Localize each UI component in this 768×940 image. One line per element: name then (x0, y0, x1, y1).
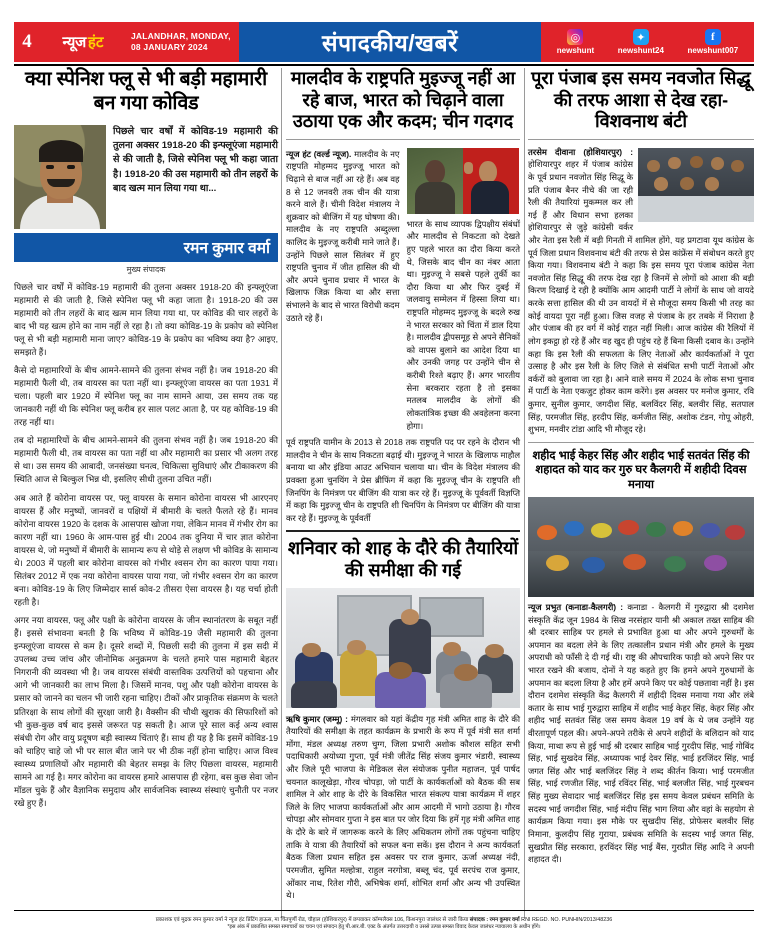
social-instagram[interactable] (557, 29, 594, 55)
footer (14, 916, 754, 932)
martyrs-text: कनाडा - कैलगरी में गुरुद्वारा श्री दशमेश संस्कृति केंद्र जून 1984 के सिख नरसंहार यानी श्री अकाल तख्त साहिब की श्री दरबार साहिब पर हमले से प्रभावित हुआ था और अपने गुरुधर्मों के अपमान का बदला लेने के लिए तत्कालीन प्रधान मंत्री और हमले के मुख्य अपराधी को फाँसी दे दी गई थी। राष्ट्र की औपचारिक फाड़ी को अपने सिर पर भारत रखने की बजाय, दोनों ने यह कहते हुए कि हमने अपने गुरुधामों के अपमान का बदला लिया है और हमें अपने किए पर कोई पछतावा नहीं है। इस दौरान दशमेश संस्कृति केंद्र कैलगरी में शहीदी दिवस मनाया गया और लंबे कतार के साथ भाई गुरुद्वारा साहिब में शहीद भाई केहर सिंह, केहर सिंह और शहीद भाई सतवंत सिंह जस समय केवल 19 वर्ष के थे जब उन्होंने यह वीरतापूर्ण पहल की। अपने-अपने तरीके से अपने शहीदों के बलिदान को याद किया, माथा रूप से हुई भाई श्री दरबार साहिब भाई गुरदीप सिंह, भाई गोबिंद सिंह, भाई सुखदेव सिंह, अध्यापक भाई देवर सिंह, भाई हरजिंदर सिंह, भाई जगत सिंह और भाई बलजिंदर सिंह ने शब्द कीर्तन किया। भाई परमजीत सिंह, भाई रणजीत सिंह, भाई रविंदर सिंह, भाई बलजीत सिंह, भाई गुरबचन सिंह मुख्य सेवादार भाई बलजिंदर सिंह इस समय केवल प्रबंधन समिति के सदस्य भाई जगदीश सिंह, भाई मंदीप सिंह भाग लिया और वहां के सहयोग से कार्यक्रम किया गया। इस मौके पर सुखदीप सिंह, प्रोफेसर बलवीर सिंह निमाना, कुलदीप सिंह गुराया, प्रबंधक समिति के सदस्य भाई जगत सिंह, सुखप्रीत सिंह सरकारा, हरविंदर सिंह भाई बैंस, गुरप्रीत सिंह आदि ने अपनी शहादत दी। (528, 601, 754, 865)
logo-text-secondary: हंट (87, 34, 104, 51)
shah-visit-dateline: ऋषि कुमार (जम्मू) : (286, 713, 348, 724)
editorial-headline: क्या स्पेनिश फ्लू से भी बड़ी महामारी बन गया कोविड (25, 68, 267, 114)
divider (286, 139, 520, 140)
editorial-author-title: मुख्य संपादक (126, 264, 166, 274)
footer-editor-text: संपादक : रमन कुमार वर्मा (469, 917, 520, 923)
footer-imprint-line (14, 916, 754, 924)
instagram-icon: ◎ (567, 29, 583, 45)
article-sidhu (528, 68, 754, 436)
sidhu-press-conference-photo (638, 148, 754, 222)
maldives-body-right: भारत के साथ व्यापक द्विपक्षीय संबंधों और मालदीव से निकटता को देखते हुए पहले भारत का दौरा किया करते थे, जिसके बाद चीन का नंबर आता था। मुइज्जू ने सबसे पहले तुर्की का दौरा किया था और फिर दुबई में जलवायु सम्मेलन में हिस्सा लिया था। राष्ट्रपति मोहम्मद मुइज्जू के बदले रुख ने भारत सरकार को चिंता में डाल दिया है। मालदीव द्वीपसमूह से अपने सैनिकों को वापस बुलाने का आदेश दिया था और उनकी जगह पर उन्होंने चीन से करीबी रिश्ते बढ़ाए हैं। अगर भारतीय सेना बरकरार रहता है तो इसका मतलब मालदीव के लोगों की लोकतांत्रिक इच्छा की अवहेलना करना होगा। (406, 218, 520, 431)
shah-visit-text: मंगलवार को यहां केंद्रीय गृह मंत्री अमित शाह के दौरे की तैयारियों की समीक्षा के तहत कार्यक्रम के प्रभारी के रूप में पूर्व मंत्री सत शर्मा मोंगा, मंडल अध्यक्ष तरुण चुग्ग, जिला प्रभारी अशोक कौशल सहित सभी पदाधिकारी अयोध्या गुप्ता, पूर्व मंत्री जीतेंद्र सिंह संजय कुमार भंडारी, स्वास्थ्य और जिले पूरी भाजपा के मेडिकल सेल संयोजक पुनीत महाजन, पूर्व पार्षद चयनात कालूखेड़ा, गौरव चोपड़ा, जो पार्टी के कार्यकर्ताओं को बैठक की सब शामिल ने ओर शाह के दौरे के विकसित भारत संकल्प यात्रा कार्यक्रम में शहर जिले के लिए भाजपा कार्यकर्ताओं और आम आदमी में भागो उठाया है। गौरव चोपड़ा और सोमवार गुप्ता ने इस बात पर जोर दिया कि हमें गृह मंत्री अमित शाह के दौरे के बारे में जागरूक करने के लिए अधिकतम लोगों तक पहुंचना चाहिए ताकि वे यात्रा की तैयारियों को सफल बना सकें। इस दौरान ने अन्य कार्यकर्ता बैठक जिला प्रधान सहित इस अवसर पर राज कुमार, ऊर्जा अध्यक्ष नंदी, परमजीत, सुमित मल्होत्रा, राहुल नरगोत्रा, बब्लू चंद, पूर्व सरपंच राज कुमार, ओंकार नाथ, रितेश गौरी, अभिषेक शर्मा, शोभित शर्मा और अन्य भी उपस्थित थे। (286, 713, 520, 901)
martyrs-headline: शहीद भाई केहर सिंह और शहीद भाई सतवंत सिंह की शहादत को याद कर गुरु घर कैलगरी में शहीदी दिवस मनाया (532, 449, 750, 491)
column-divider-2 (524, 68, 525, 918)
editorial-paragraph: अब आते हैं कोरोना वायरस पर, फ्लू वायरस के समान कोरोना वायरस भी आरएनए वायरस हैं और मनुष्यों, जानवरों व पक्षियों में बीमारी के चलते फैलते रहे हैं। मानव कोरोना वायरस 1920 के दशक के आसपास खोजा गया, लेकिन मानव में गंभीर रोग का कारण नहीं था। 1960 के आम-पास हुई थी। 2004 तक दुनिया में चार ज्ञात कोरोना वायरस थे, जो मनुष्यों में बीमारी के सामान्य रूप से थोड़े से लक्षण भी कोविड के सामान्य थे। 2003 में पहली बार कोरोना वायरस को गंभीर श्वसन रोग का कारण पाया गया। सितंबर 2012 में एक नया कोरोना वायरस पाया गया, जो गंभीर श्वसन रोग का कारण बना। कोविड-19 के लिए जिम्मेदार सार्स कोव-2 तीसरा ऐसा वायरस है। यह चर्चा होती रहती है। (14, 492, 278, 607)
edition-dateline (126, 22, 239, 62)
section-title: संपादकीय/खबरें (239, 22, 541, 62)
article-martyrs (528, 449, 754, 866)
editorial-column (14, 68, 278, 815)
instagram-handle: newshunt (556, 46, 595, 55)
masthead-rule (14, 64, 754, 66)
editorial-paragraph: अगर नया वायरस, फ्लू और पक्षी के कोरोना वायरस के जीन स्थानांतरण के सबूत नहीं हैं। इससे संभावना बनती है कि भविष्य में कोविड-19 जैसी महामारी की तुलना इन्फ्लूएंजा वायरस से कम है। दूसरे शब्दों में, पिछली सदी की तुलना में इस सदी में उपलब्ध उच्च जांच और जीनोमिक अनुक्रमण के चलते हमारे पास महामारी बेहतर निगरानी की व्यवस्था भी है। जब वायरस संबंधी वास्तविक उत्पत्तियों को पहचाना और आगे भी जानकारी का लाभ मिला है। जिसमें मानव, पशु और पक्षी कोरोना वायरस के प्रसार को जानने का चलन भी जारी रहना चाहिए। टीकों और प्राकृतिक संक्रमण के चलते प्रतिरक्षा के साथ लोगों की सुरक्षा जारी है। वैक्सीन की चौथी खुराक की सिफारिशों को भी कुछ-कुछ वर्ष बाद इससे जरूरत पड़ सकती है। आज पूरे साल कई अन्य श्वास संबंधी रोग और वायु प्रदूषण बड़ी स्वास्थ्य चिंताएं हैं। साथ ही यह है कि इसमें कोविड-19 को चाहिए चाहे जो भी पर साल बीत जाने पर भी ठीक नहीं होना चाहिए। आज विश्व स्वास्थ्य प्रणालियों और महामारी की बेहतर समझ के लिए पिछला वायरस, महामारी सामने आ गई है। मगर कोरोना का वायरस हमारे आसपास ही रहेगा, बस कुछ सेवा जोन मॉडल चुके हैं और वैज्ञानिक समुदाय और सार्वजनिक स्वास्थ्य संस्थाएं चुनौती पर नजर रखे हुए हैं। (14, 615, 278, 808)
divider (528, 442, 754, 443)
twitter-icon: ✦ (633, 29, 649, 45)
social-facebook[interactable] (688, 29, 739, 55)
maldives-photo-col (407, 148, 521, 432)
shah-visit-body (286, 713, 520, 902)
social-links (541, 22, 754, 62)
column-divider-1 (281, 68, 282, 918)
footer-publisher-text: प्रकाशक एवं मुद्रक रमन कुमार वर्मा ने न्यूज हंट प्रिंटिंग हाऊस, मा चिंतपूर्णी रोड, चौहाल (होशियारपुर) में छपवाकर कॉम्पलैक्स 106, किशनपुरा जालंधर से जारी किया (155, 917, 470, 923)
martyrs-body (528, 601, 754, 866)
edition-city-day: JALANDHAR, MONDAY, (131, 31, 231, 42)
logo-text-primary: न्यूज (62, 34, 86, 51)
sidhu-body (528, 146, 754, 436)
masthead (14, 22, 754, 62)
sidhu-dateline: तरसेम दीवाना (होशियारपुर) : (528, 146, 633, 157)
martyrs-gurdwara-photo (528, 497, 754, 597)
maldives-photo (407, 148, 519, 214)
editorial-paragraph: पिछले चार वर्षों में कोविड-19 महामारी की तुलना अक्सर 1918-20 की इन्फ्लूएंजा महामारी से की जाती है, जिसे स्पेनिश फ्लू भी कहा जाता है। 1918-20 की उस महामारी को तीन लहरों के बाद खत्म मान लिया गया था, पर कोविड की चार लहरों के बाद भी यह खत्म होने का नाम नहीं ले रहा है। तो क्या कोविड-19 के प्रकोप को स्पेनिश फ्लू से भी बड़ी महामारी माना जाए? कोविड-19 के प्रकोप का भविष्य क्या है? आइए, समझते हैं। (14, 281, 278, 357)
maldives-dateline: न्यूज हंट (वर्ल्ड न्यूज). (286, 148, 352, 159)
footer-rni-text: RNI REGD. NO. PUNHIN/2013/48236 (519, 917, 613, 923)
editorial-lead-text: पिछले चार वर्षों में कोविड-19 महामारी की तुलना अक्सर 1918-20 की इन्फ्लूएंजा महामारी से की जाती है, जिसे स्पेनिश फ्लू भी कहा जाता है। 1918-20 की उस महामारी को तीन लहरों के बाद खत्म मान लिया गया था... (113, 125, 278, 195)
maldives-text-left (286, 148, 400, 432)
footer-rule (14, 910, 754, 911)
middle-column (286, 68, 520, 902)
divider (528, 139, 754, 140)
article-maldives (286, 68, 520, 524)
page-number: 4 (14, 22, 40, 62)
twitter-handle: newshunt24 (617, 46, 664, 55)
newspaper-logo[interactable] (40, 22, 126, 62)
shah-visit-headline: शनिवार को शाह के दौरे की तैयारियों की समीक्षा की गई (287, 538, 519, 580)
editor-portrait-photo (14, 125, 106, 229)
martyrs-dateline: न्यूज प्रभुत (कनाडा-कैलगरी) : (528, 601, 624, 612)
maldives-body-left: मालदीव के नए राष्ट्रपति मोहम्मद मुइज्जू भारत को चिढ़ाने से बाज नहीं आ रहे हैं। अब वह 8 से 12 जनवरी तक चीन की यात्रा करने वाले हैं। चीनी विदेश मंत्रालय ने शुक्रवार को बीजिंग में यह घोषणा की। मालदीव के नए राष्ट्रपति अब्दुल्ला कालिद के मुइज्जू करीबी माने जाते हैं। उन्होंने पिछले साल सितंबर में हुए राष्ट्रपति चुनाव में जीत हासिल की थी और अपने चुनाव प्रचार में भारत के खिलाफ जिक्र किया था और सत्ता संभालने के बाद से भारत विरोधी कदम उठाते रहे हैं। (286, 148, 400, 323)
maldives-headline: मालदीव के राष्ट्रपति मुइज्जू नहीं आ रहे बाज, भारत को चिढ़ाने वाला उठाया एक और कदम; चीन गदगद (290, 68, 516, 132)
sidhu-headline: पूरा पंजाब इस समय नवजोत सिद्धू की तरफ आशा से देख रहा- विशवनाथ बंटी (531, 68, 751, 132)
right-column (528, 68, 754, 866)
editorial-paragraph: तब दो महामारियों के बीच आमने-सामने की तुलना संभव नहीं है। जब 1918-20 की महामारी फैली थी, तब वायरस का पता नहीं था और महामारी का प्रसार भी अलग तरह से था। उस समय की आबादी, जनसंख्या घनत्व, चिकित्सा सुविधाएं और टीकाकरण की स्थिति आज से बिल्कुल भिन्न थी, इसलिए सीधी तुलना उचित नहीं। (14, 435, 278, 485)
edition-date: 08 JANUARY 2024 (131, 42, 208, 52)
editorial-body (14, 281, 278, 810)
editorial-paragraph: कैसे दो महामारियों के बीच आमने-सामने की तुलना संभव नहीं है। जब 1918-20 की महामारी फैली थी, तब वायरस का पता नहीं था। इन्फ्लूएंजा वायरस का पता 1931 में चला। पहली बार 1920 में स्पेनिश फ्लू का नाम सामने आया, उस समय तक यह जानकारी नहीं थी कि स्पेनिश फ्लू करीब हर साल पलट आता है, पर यह कोविड-19 की तरह नहीं था। (14, 364, 278, 428)
shah-visit-photo (286, 588, 520, 708)
maldives-top-block (286, 148, 520, 432)
social-twitter[interactable] (618, 29, 664, 55)
facebook-icon: f (705, 29, 721, 45)
editorial-lead-block (14, 125, 278, 229)
article-shah-visit (286, 538, 520, 901)
maldives-body-continued: पूर्व राष्ट्रपति यामीन के 2013 से 2018 तक राष्ट्रपति पद पर रहने के दौरान भी मालदीव ने चीन के साथ निकटता बढ़ाई थी। मुइज्जू ने भारत के खिलाफ माहौल बनाया था और इंडिया आउट अभियान चलाया था। चीन के विदेश मंत्रालय की प्रवक्ता हुआ चुनयिंग ने प्रेस ब्रीफिंग में कहा कि मुइज्जू चीन के राष्ट्रपति शी जिनपिंग के निमंत्रण पर बीजिंग की यात्रा कर रहे हैं। मुइज्जू के पूर्ववर्ती विज्ञप्ति में कहा कि मुइज्जू चीन के राष्ट्रपति शी चिनपिंग के निमंत्रण पर बीजिंग की यात्रा कर रहे हैं। मुइज्जू के पूर्ववर्ती (286, 437, 520, 523)
divider (286, 530, 520, 532)
facebook-handle: newshunt007 (687, 46, 739, 55)
footer-legal-line: *इस अंक में प्रकाशित समस्त समाचारों का चयन एवं संपादन हेतु पी.आर.बी. एक्ट के अंतर्गत उत्तरदायी व उससे उत्पन्न समस्त विवाद केवल जालंधर न्यायालय के अधीन होंगे। (227, 924, 541, 931)
sidhu-text: होशियारपुर शहर में पंजाब कांग्रेस के पूर्व प्रधान नवजोत सिंह सिद्धू के प्रति पंजाब बैनर नीचे की जा रही रैली की तैयारियां मुकम्मल कर ली गई हैं और विधान सभा हलका होशियारपुर से जुड़े कांग्रेसी वर्कर और नेता इस रैली में बड़ी गिनती में शामिल होंगे, यह प्रगटावा यूथ कांग्रेस के पूर्व जिला प्रधान विशवनाथ बंटी की तरफ से प्रेस कांफ्रेंस में संबोधन करते हुए किया गया। विशवनाथ बंटी ने कहा कि इस समय पूरा पंजाब कांग्रेस नेता नवजोत सिंह सिद्धू की तरफ देख रहा है जिनमें से लोगों को आशा की बड़ी किरण दिखाई दे रही है क्योंकि आम आदमी पार्टी ने लोगों के साथ जो वायदे करके सत्ता हासिल की थी उन वायदों में से मौजूदा समय किसी भी तरह का कोई वायदा पूरा नहीं हुआ। जिस वजह से पंजाब के हर तबके में निराशा है और पंजाब की हर वर्ग में कोई राहत नहीं मिली। आज कांग्रेस की रैलियों में लोग इकट्ठा हो रहे हैं और वह खुद ही पहुंच रहे हैं बिना किसी दबाव के। उन्होंने कहा कि इस रैली की सफलता के लिए नेताओं और कार्यकर्ताओं ने पूरा उत्साह है और इस रैली के लिए जिले से संबंधित सभी पार्टी नेताओं और वर्करों को बुलावा जा रहा है। आने वाले समय में 2024 के लोक सभा चुनाव में पार्टी के नेता एकजुट होकर काम करेंगे। इस अवसर पर मनोज कुमार, रवि कुमार, सुनील कुमार, जगदीश सिंह, बलविंदर सिंह, बलवीर सिंह, सतपाल सिंह, परमजीत सिंह, हरदीप सिंह, कर्मजीत सिंह, अशोक टंडन, गोपू ओहरी, शुभम, मनवीर टांडा आदि भी मौजूद रहे। (528, 159, 754, 435)
editorial-author: रमन कुमार वर्मा (14, 233, 278, 262)
